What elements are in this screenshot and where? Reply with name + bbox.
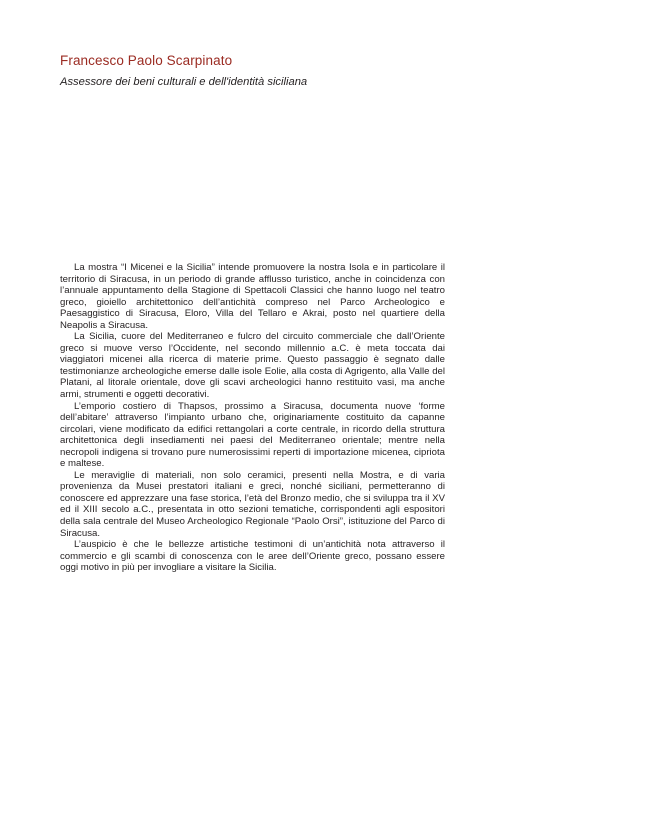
paragraph: Le meraviglie di materiali, non solo ceramici, presenti nella Mostra, e di varia provenienza da Musei prestatori italiani e greci, nonché siciliani, permetteranno di conoscere ed apprezzare una fase storica, l’età del Bronzo medio, che si sviluppa tra il XV ed il XIII secolo a.C., presentata in otto sezioni tematiche, corrispondenti agli espositori della sala centrale del Museo Archeologico Regionale “Paolo Orsi”, istituzione del Parco di Siracusa.	[60, 469, 445, 539]
paragraph: La mostra “I Micenei e la Sicilia” intende promuovere la nostra Isola e in particolare il territorio di Siracusa, in un periodo di grande afflusso turistico, anche in coincidenza con l’annuale appuntamento della Stagione di Spettacoli Classici che hanno luogo nel teatro greco, gioiello architettonico dell’antichità compreso nel Parco Archeologico e Paesaggistico di Siracusa, Eloro, Villa del Tellaro e Akrai, posto nel quartiere della Neapolis a Siracusa.	[60, 262, 445, 331]
paragraph: L’emporio costiero di Thapsos, prossimo a Siracusa, documenta nuove ‘forme dell’abitare’ attraverso l’impianto urbano che, originariamente costituito da capanne circolari, viene modificato da edifici rettangolari a corte centrale, in ricordo della struttura architettonica degli insediamenti nei paesi del Mediterraneo orientale; mentre nella necropoli indigena si trovano pure numerosissimi reperti di importazione micenea, cipriota e maltese.	[60, 400, 445, 470]
paragraph: L’auspicio è che le bellezze artistiche testimoni di un’antichità nota attraverso il commercio e gli scambi di conoscenza con le aree dell’Oriente greco, possano essere oggi motivo in più per invogliare a visitare la Sicilia.	[60, 539, 445, 574]
author-role: Assessore dei beni culturali e dell'identità siciliana	[60, 76, 308, 88]
paragraph: La Sicilia, cuore del Mediterraneo e fulcro del circuito commerciale che dall’Oriente greco si muove verso l’Occidente, nel secondo millennio a.C. è meta toccata dai viaggiatori micenei alla ricerca di materie prime. Questo passaggio è segnato dalle testimonianze archeologiche emerse dalle isole Eolie, alla costa di Agrigento, alla Valle del Platani, al litorale orientale, dove gli scavi archeologici hanno restituito vasi, ma anche armi, strumenti e oggetti decorativi.	[60, 331, 445, 401]
author-name: Francesco Paolo Scarpinato	[60, 53, 233, 68]
body-text	[60, 262, 445, 574]
